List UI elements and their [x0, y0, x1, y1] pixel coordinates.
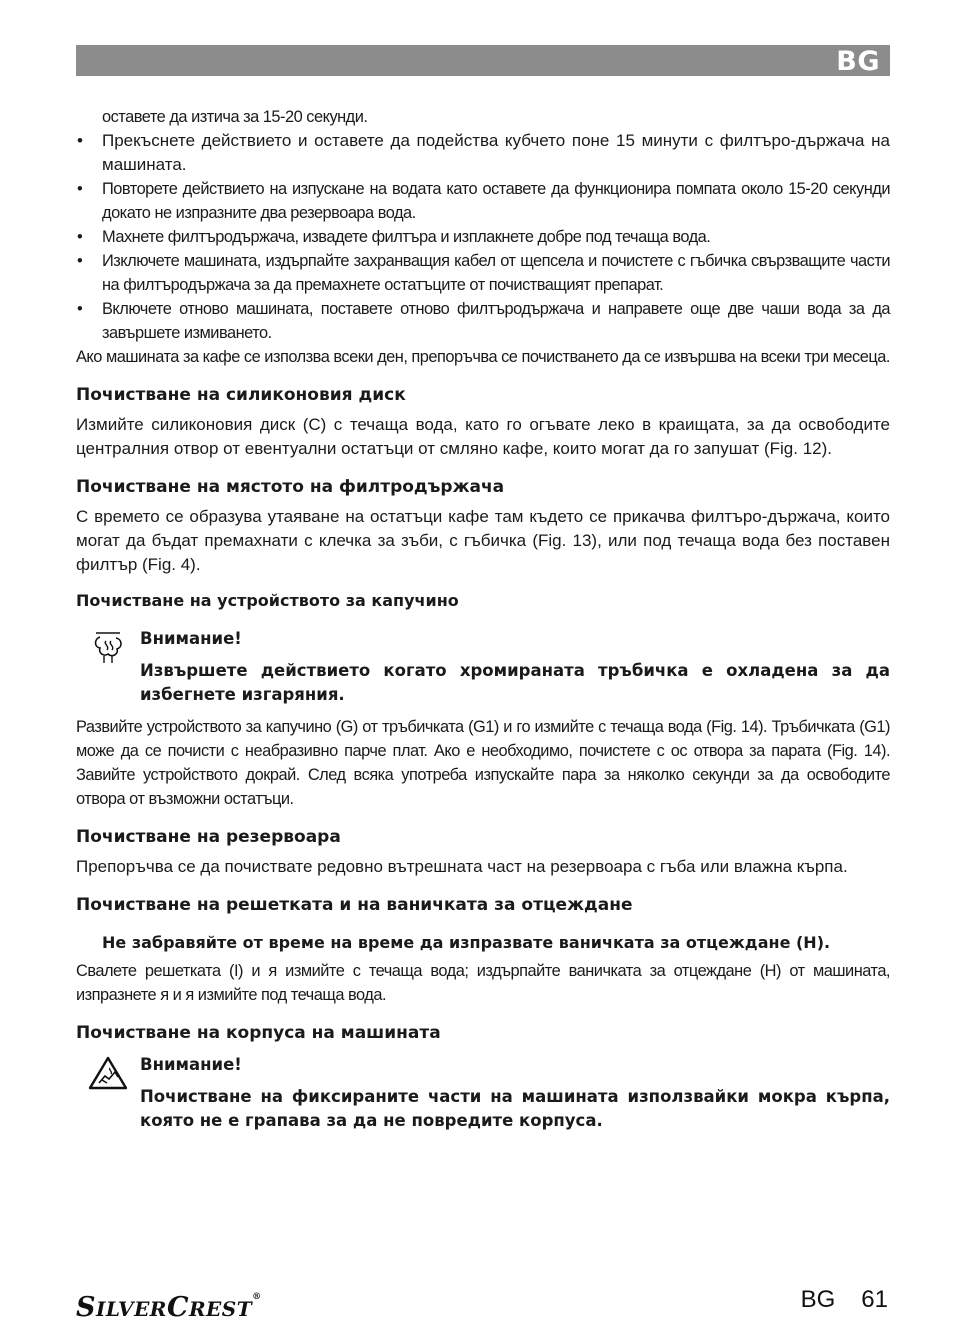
warning-icon [88, 1055, 128, 1091]
footer-language: BG [800, 1286, 836, 1313]
page-content [76, 105, 890, 1133]
list-item: • Включете отново машината, поставете отново филтъродържача и направете още две чаши вода за да завършете измиването. [76, 297, 890, 345]
section-title: Почистване на резервоара [76, 827, 341, 847]
page-footer [775, 1286, 888, 1314]
header-bar [76, 45, 890, 76]
header-language: BG [836, 46, 880, 77]
list-item: • Повторете действието на изпускане на водата като оставете да функционира помпата около 15-20 секунди докато не изпразните два резервоара вода. [76, 177, 890, 225]
section-title: Почистване на корпуса на машината [76, 1023, 441, 1043]
paragraph: Развийте устройството за капучино (G) от тръбичката (G1) и го измийте с течаща вода (Fig. 14). Тръбичката (G1) може да се почисти с неабразивно парче плат. Ако е необходимо, почистете с ос отвора за парата (Fig. 14). Завийте устройството докрай. След всяка употреба изпускайте пара за няколко секунди за да освободите отвора от възможни остатъци. [76, 718, 890, 808]
list-item: • Прекъснете действието и оставете да подейства кубчето поне 15 минути с филтъро-държача на машината. [76, 129, 890, 177]
paragraph: С времето се образува утаяване на остатъци кафе там където се прикачва филтъро-държача, които могат да бъдат премахнати с клечка за зъби, с гъбичка (Fig. 13), или под течаща вода без поставен филтър (Fig. 4). [76, 507, 890, 574]
list-item: • Махнете филтъродържача, извадете филтъра и изплакнете добре под течаща вода. [76, 225, 890, 249]
note-text: Почистване на фиксираните части на машината използвайки мокра кърпа, която не е грапава за да не повредите корпуса. [140, 1087, 890, 1130]
paragraph: Свалете решетката (I) и я измийте с течаща вода; издърпайте ваничката за отцеждане (H) от машината, изпразнете я и я измийте под течаща вода. [76, 962, 890, 1004]
intro-line: оставете да изтича за 15-20 секунди. [102, 108, 368, 126]
paragraph: Препоръчва се да почиствате редовно вътрешната част на резервоара с гъба или влажна кърпа. [76, 857, 848, 876]
bullet-list [76, 129, 890, 345]
emphasis-line: Не забравяйте от време на време да изпразвате ваничката за отцеждане (H). [102, 933, 831, 952]
paragraph: Ако машината за кафе се използва всеки ден, препоръчва се почистването да се извършва на всеки три месеца. [76, 348, 890, 366]
note-title: Внимание! [140, 629, 242, 648]
note-text: Извършете действието когато хромираната тръбичка е охладена за да избегнете изгаряния. [140, 661, 890, 704]
section-title: Почистване на решетката и на ваничката за отцеждане [76, 895, 633, 915]
section-title: Почистване на мястото на филтродържача [76, 477, 505, 497]
paragraph: Измийте силиконовия диск (C) с течаща вода, като го огъвате леко в краищата, за да освободите централния отвор от евентуални остатъци от смляно кафе, които могат да го запушат (Fig. 12). [76, 415, 890, 458]
warning-note [76, 1053, 890, 1133]
page-number: 61 [861, 1286, 888, 1313]
section-title: Почистване на силиконовия диск [76, 385, 406, 405]
warning-note [76, 627, 890, 707]
steam-icon [88, 629, 128, 665]
section-title: Почистване на устройството за капучино [76, 591, 459, 610]
note-title: Внимание! [140, 1055, 242, 1074]
brand-logo: SILVERCREST® [76, 1292, 262, 1323]
list-item: • Изключете машината, издърпайте захранващия кабел от щепсела и почистете с гъбичка свързващите части на филтъродържача за да премахнете остатъците от почистващият препарат. [76, 249, 890, 297]
